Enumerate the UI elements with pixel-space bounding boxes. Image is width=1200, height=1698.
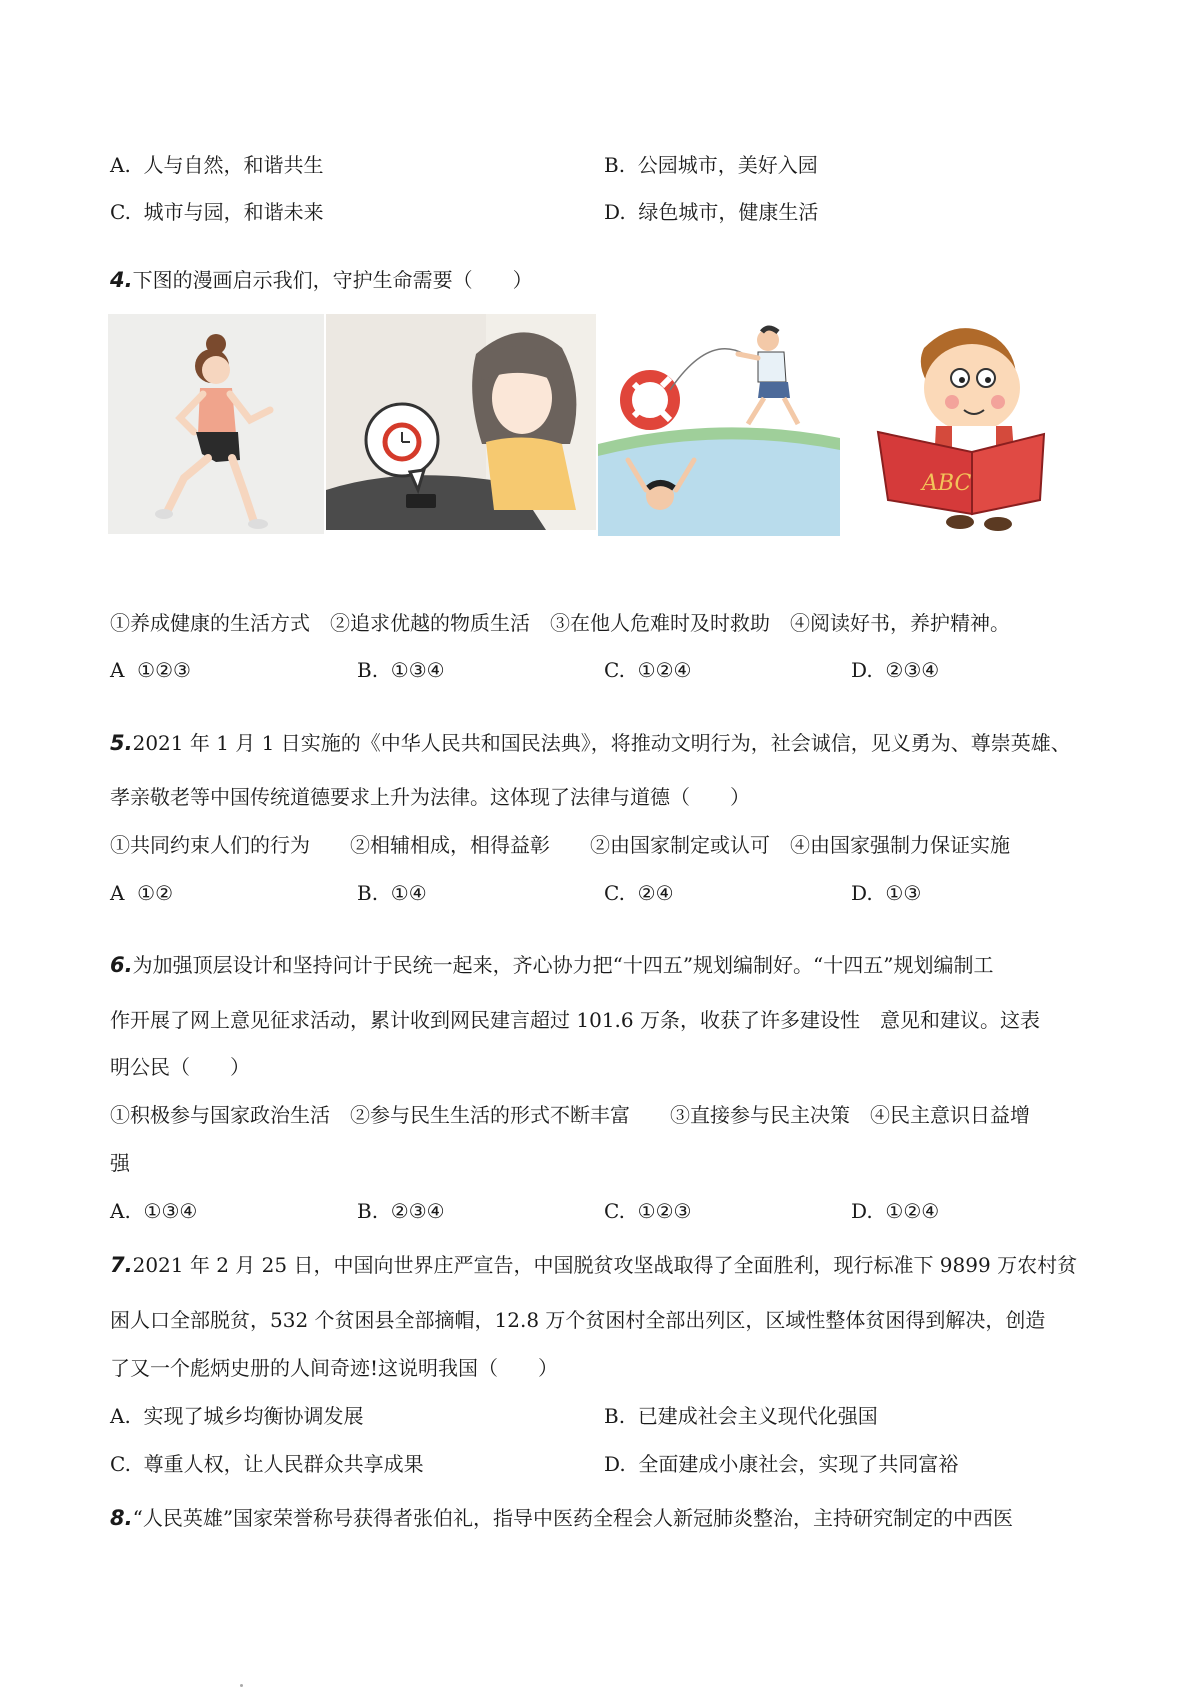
book-cover-text: ABC (922, 471, 972, 496)
running-girl-illustration (108, 314, 324, 534)
option-letter: B. (357, 658, 379, 682)
q6-statements-line-1: ①积极参与国家政治生活 ②参与民生生活的形式不断丰富 ③直接参与民主决策 ④民主意识日益增 (110, 1103, 1030, 1127)
q5-option-c (604, 878, 674, 908)
option-letter: D. (851, 658, 873, 682)
q7-option-d (604, 1449, 958, 1479)
question-number: 7. (110, 1253, 133, 1277)
question-number: 8. (110, 1506, 133, 1530)
option-letter: B. (604, 1404, 626, 1428)
option-text: ①③④ (390, 658, 445, 682)
question-number: 5. (110, 731, 133, 755)
footer-dot (240, 1684, 243, 1687)
lifebuoy-rescue-illustration (598, 314, 840, 536)
q4-option-b (357, 655, 445, 685)
option-letter: C. (110, 1452, 131, 1476)
q4-statements: ①养成健康的生活方式 ②追求优越的物质生活 ③在他人危难时及时救助 ④阅读好书，养护精神。 (110, 611, 1010, 635)
option-text: ①③ (885, 881, 922, 905)
q5-option-d (851, 878, 921, 908)
q3-option-c (110, 197, 324, 227)
question-stem: “人民英雄”国家荣誉称号获得者张伯礼，指导中医药全程会人新冠肺炎整治，主持研究制定的中西医 (132, 1506, 1014, 1530)
q4-stem (110, 265, 533, 295)
q3-option-d (604, 197, 818, 227)
q6-stem-line-3: 明公民（ ） (110, 1055, 250, 1079)
option-text: ②③④ (885, 658, 940, 682)
option-letter: A. (110, 1404, 131, 1428)
q6-stem-line-1 (110, 950, 994, 980)
option-letter: C. (604, 658, 625, 682)
question-number: 6. (110, 953, 133, 977)
q7-stem-line-2: 困人口全部脱贫，532 个贫困县全部摘帽，12.8 万个贫困村全部出列区，区域性整体贫困得到解决，创造 (110, 1308, 1046, 1332)
boy-reading-illustration (848, 314, 1092, 540)
q4-option-d (851, 655, 939, 685)
option-text: 全面建成小康社会，实现了共同富裕 (638, 1452, 959, 1476)
q7-option-b (604, 1401, 878, 1431)
option-letter: B. (357, 881, 379, 905)
option-text: 绿色城市，健康生活 (638, 200, 819, 224)
option-letter: D. (604, 200, 626, 224)
q7-option-c (110, 1449, 424, 1479)
option-letter: C. (604, 881, 625, 905)
option-letter: D. (851, 881, 873, 905)
option-text: ①②③ (637, 1199, 692, 1223)
option-letter: C. (604, 1199, 625, 1223)
option-text: 尊重人权，让人民群众共享成果 (143, 1452, 424, 1476)
girl-alarm-clock-illustration (326, 314, 596, 530)
q6-statements-line-2: 强 (110, 1151, 130, 1175)
q5-option-b (357, 878, 427, 908)
q3-option-a (110, 150, 324, 180)
option-letter: A (110, 658, 125, 682)
q6-option-b (357, 1196, 445, 1226)
option-text: ①②③ (137, 658, 191, 682)
option-text: 实现了城乡均衡协调发展 (143, 1404, 364, 1428)
option-letter: B. (604, 153, 626, 177)
option-text: ①②④ (885, 1199, 940, 1223)
option-text: ①③④ (143, 1199, 198, 1223)
option-letter: B. (357, 1199, 379, 1223)
option-text: 人与自然，和谐共生 (143, 153, 324, 177)
question-stem: 2021 年 1 月 1 日实施的《中华人民共和国民法典》，将推动文明行为，社会诚信，见义勇为、尊崇英雄、 (132, 731, 1071, 755)
q5-stem-line-1 (110, 728, 1071, 758)
question-stem: 为加强顶层设计和坚持问计于民统一起来，齐心协力把“十四五”规划编制好。“十四五”规划编制工 (132, 953, 994, 977)
option-text: 城市与园，和谐未来 (143, 200, 324, 224)
question-stem: 下图的漫画启示我们，守护生命需要（ ） (132, 268, 533, 292)
option-letter: D. (604, 1452, 626, 1476)
q7-stem-line-3: 了又一个彪炳史册的人间奇迹!这说明我国（ ） (110, 1356, 559, 1380)
option-text: ②④ (637, 881, 674, 905)
q5-stem-line-2: 孝亲敬老等中国传统道德要求上升为法律。这体现了法律与道德（ ） (110, 785, 750, 809)
option-text: ①②④ (637, 658, 692, 682)
q7-option-a (110, 1401, 364, 1431)
q3-option-b (604, 150, 818, 180)
q5-option-a (110, 878, 173, 908)
q6-option-d (851, 1196, 939, 1226)
option-letter: D. (851, 1199, 873, 1223)
option-text: 已建成社会主义现代化强国 (637, 1404, 878, 1428)
q4-option-c (604, 655, 691, 685)
option-letter: A. (110, 153, 131, 177)
q6-option-a (110, 1196, 197, 1226)
q6-stem-line-2: 作开展了网上意见征求活动，累计收到网民建言超过 101.6 万条，收获了许多建设性 意见和建议。这表 (110, 1008, 1040, 1032)
option-text: ①④ (390, 881, 427, 905)
question-number: 4. (110, 268, 133, 292)
q5-statements: ①共同约束人们的行为 ②相辅相成，相得益彰 ②由国家制定或认可 ④由国家强制力保证实施 (110, 833, 1010, 857)
option-text: ①② (137, 881, 174, 905)
q8-stem-line-1 (110, 1503, 1013, 1533)
q7-stem-line-1 (110, 1250, 1077, 1280)
option-letter: A (110, 881, 125, 905)
option-letter: A. (110, 1199, 131, 1223)
option-text: 公园城市，美好入园 (637, 153, 818, 177)
option-letter: C. (110, 200, 131, 224)
question-stem: 2021 年 2 月 25 日，中国向世界庄严宣告，中国脱贫攻坚战取得了全面胜利，现行标准下 9899 万农村贫 (132, 1253, 1078, 1277)
option-text: ②③④ (390, 1199, 445, 1223)
q6-option-c (604, 1196, 691, 1226)
q4-option-a (110, 655, 191, 685)
